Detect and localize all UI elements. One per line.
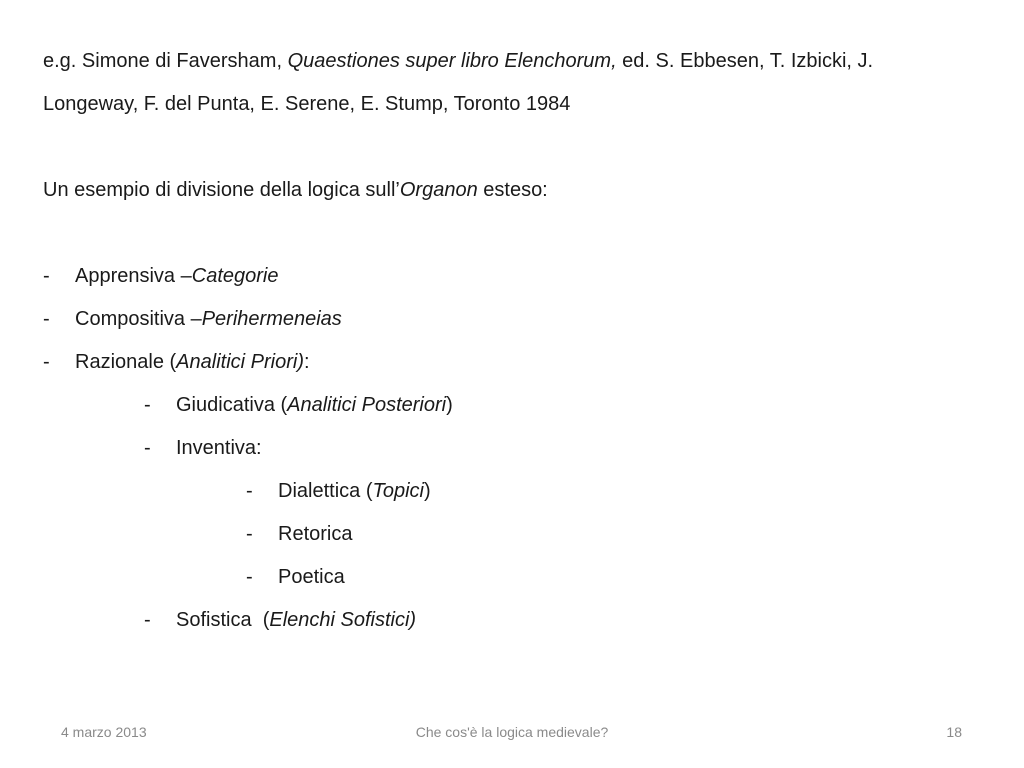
footer-title: Che cos'è la logica medievale? xyxy=(415,724,609,740)
slide-body xyxy=(43,40,993,642)
reference-line-2: Longeway, F. del Punta, E. Serene, E. Stump, Toronto 1984 xyxy=(43,93,571,115)
footer-date: 4 marzo 2013 xyxy=(61,724,147,740)
item-text: Inventiva: xyxy=(176,437,262,459)
item-italic: Perihermeneias xyxy=(201,308,342,330)
list-item-apprensiva xyxy=(43,255,993,298)
list-item-compositiva xyxy=(43,298,993,341)
reference-suffix: ed. S. Ebbesen, T. Izbicki, J. xyxy=(616,50,874,72)
reference-prefix: e.g. Simone di Faversham, xyxy=(43,50,288,72)
item-text: Razionale ( xyxy=(75,351,177,373)
item-italic: Analitici Priori) xyxy=(176,351,304,373)
item-text: Sofistica ( xyxy=(176,609,270,631)
item-after: : xyxy=(303,351,310,373)
item-text: Dialettica ( xyxy=(278,480,373,502)
reference-title: Quaestiones super libro Elenchorum, xyxy=(287,50,617,72)
intro-suffix: esteso: xyxy=(477,179,548,201)
page-number: 18 xyxy=(946,724,962,740)
item-after: ) xyxy=(424,480,431,502)
item-text: Giudicativa ( xyxy=(176,394,288,416)
list-item-dialettica xyxy=(43,470,993,513)
spacer xyxy=(43,126,993,169)
intro-italic: Organon xyxy=(399,179,478,201)
list-item-razionale xyxy=(43,341,993,384)
list-item-giudicativa xyxy=(43,384,993,427)
intro-line xyxy=(43,169,993,212)
item-text: Retorica xyxy=(278,523,353,545)
list-item-retorica xyxy=(43,513,993,556)
bullet-dash: - xyxy=(43,265,50,287)
list-item-inventiva xyxy=(43,427,993,470)
item-italic: Categorie xyxy=(191,265,279,287)
reference-line-1 xyxy=(43,40,993,83)
item-text: Poetica xyxy=(278,566,345,588)
item-text: Compositiva – xyxy=(75,308,202,330)
bullet-dash: - xyxy=(246,523,253,545)
list-item-poetica xyxy=(43,556,993,599)
bullet-dash: - xyxy=(144,609,151,631)
bullet-dash: - xyxy=(43,308,50,330)
intro-prefix: Un esempio di divisione della logica sull’ xyxy=(43,179,400,201)
item-text: Apprensiva – xyxy=(75,265,192,287)
item-italic: Analitici Posteriori xyxy=(287,394,447,416)
bullet-dash: - xyxy=(246,480,253,502)
bullet-dash: - xyxy=(144,394,151,416)
bullet-dash: - xyxy=(43,351,50,373)
item-italic: Elenchi Sofistici) xyxy=(269,609,417,631)
list-item-sofistica xyxy=(43,599,993,642)
bullet-dash: - xyxy=(144,437,151,459)
item-after: ) xyxy=(446,394,453,416)
item-italic: Topici xyxy=(372,480,424,502)
bullet-dash: - xyxy=(246,566,253,588)
spacer xyxy=(43,212,993,255)
